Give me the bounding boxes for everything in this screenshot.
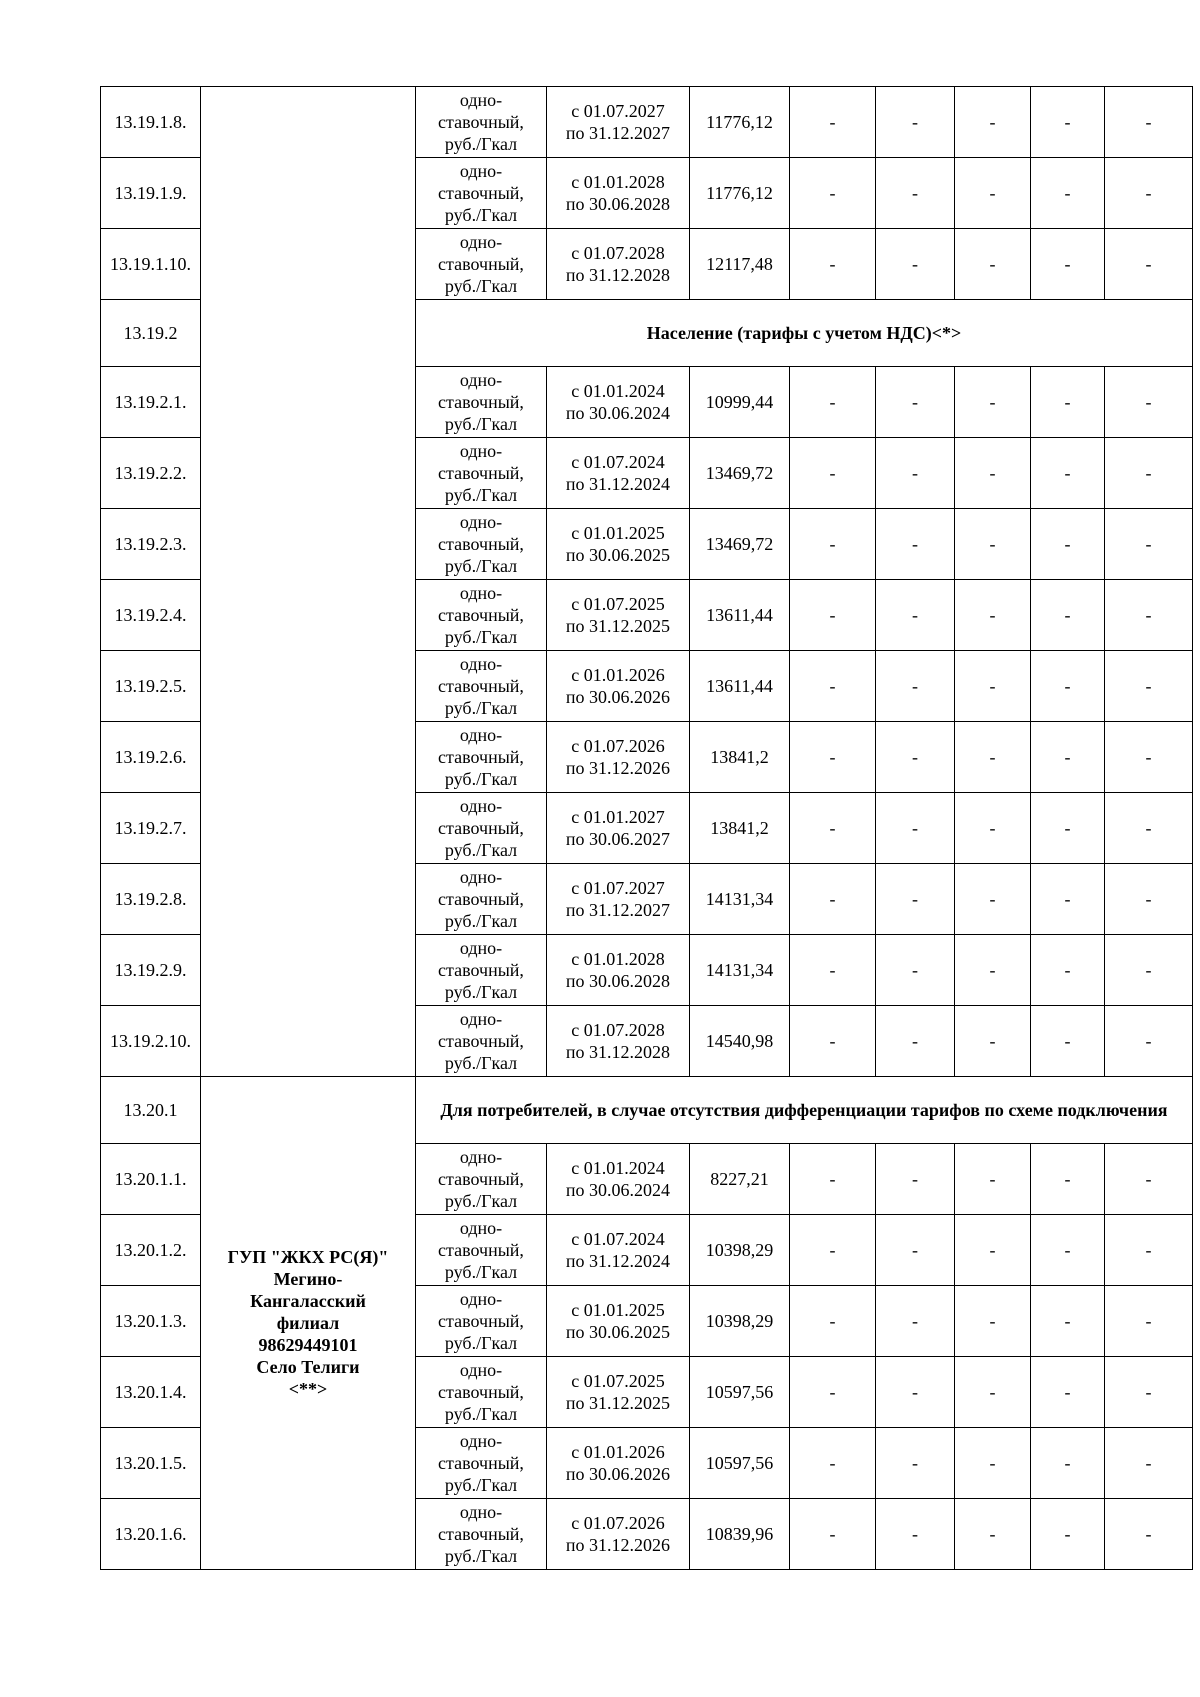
rate-type-line: одно-	[459, 1218, 503, 1238]
period-cell	[547, 87, 690, 158]
empty-value-dash: -	[790, 722, 876, 793]
empty-value-dash: -	[1031, 1006, 1105, 1077]
row-code: 13.19.2.9.	[101, 935, 201, 1006]
rate-type-line: руб./Гкал	[444, 769, 518, 789]
empty-value-dash: -	[955, 722, 1031, 793]
rate-type-line: руб./Гкал	[444, 1475, 518, 1495]
tariff-table	[100, 86, 1193, 1570]
row-code: 13.20.1.5.	[101, 1428, 201, 1499]
rate-type-line: одно-	[459, 232, 503, 252]
empty-value-dash: -	[1105, 509, 1193, 580]
empty-value-dash: -	[790, 935, 876, 1006]
row-code: 13.20.1.4.	[101, 1357, 201, 1428]
empty-value-dash: -	[955, 935, 1031, 1006]
rate-type-line: ставочный,	[438, 818, 524, 838]
rate-type-line: одно-	[459, 512, 503, 532]
empty-value-dash: -	[1105, 229, 1193, 300]
row-code: 13.19.2.8.	[101, 864, 201, 935]
empty-value-dash: -	[1105, 87, 1193, 158]
period-to: по 30.06.2026	[565, 687, 671, 707]
empty-value-dash: -	[1105, 1006, 1193, 1077]
rate-type-line: руб./Гкал	[444, 1546, 518, 1566]
period-cell	[547, 1428, 690, 1499]
rate-type-cell	[416, 864, 547, 935]
rate-type-line: ставочный,	[438, 1453, 524, 1473]
empty-value-dash: -	[955, 1215, 1031, 1286]
period-from: с 01.01.2024	[571, 1158, 665, 1178]
tariff-table-body	[101, 87, 1193, 1570]
rate-type-line: руб./Гкал	[444, 205, 518, 225]
rate-type-cell	[416, 438, 547, 509]
period-to: по 30.06.2027	[565, 829, 671, 849]
empty-value-dash: -	[1031, 1144, 1105, 1215]
tariff-value: 13841,2	[690, 722, 790, 793]
empty-value-dash: -	[790, 509, 876, 580]
empty-value-dash: -	[790, 1144, 876, 1215]
period-to: по 31.12.2028	[565, 1042, 671, 1062]
period-from: с 01.07.2026	[571, 736, 665, 756]
row-code: 13.19.2.6.	[101, 722, 201, 793]
empty-value-dash: -	[1105, 438, 1193, 509]
empty-value-dash: -	[1031, 580, 1105, 651]
rate-type-cell	[416, 87, 547, 158]
rate-type-line: руб./Гкал	[444, 911, 518, 931]
empty-value-dash: -	[1031, 651, 1105, 722]
rate-type-line: ставочный,	[438, 747, 524, 767]
section-code: 13.19.2	[101, 300, 201, 367]
empty-value-dash: -	[876, 1499, 955, 1570]
period-from: с 01.07.2025	[571, 1371, 665, 1391]
rate-type-line: ставочный,	[438, 1169, 524, 1189]
section-row	[101, 1077, 1193, 1144]
empty-value-dash: -	[955, 864, 1031, 935]
organization-line: филиал	[276, 1313, 340, 1333]
rate-type-line: одно-	[459, 1502, 503, 1522]
tariff-value: 14540,98	[690, 1006, 790, 1077]
period-from: с 01.01.2027	[571, 807, 665, 827]
period-from: с 01.07.2024	[571, 452, 665, 472]
section-code: 13.20.1	[101, 1077, 201, 1144]
empty-value-dash: -	[955, 1357, 1031, 1428]
organization-line: 98629449101	[258, 1335, 358, 1355]
empty-value-dash: -	[876, 367, 955, 438]
period-cell	[547, 1006, 690, 1077]
period-to: по 30.06.2024	[565, 403, 671, 423]
empty-value-dash: -	[1105, 158, 1193, 229]
period-to: по 30.06.2025	[565, 1322, 671, 1342]
tariff-value: 13469,72	[690, 509, 790, 580]
rate-type-line: одно-	[459, 867, 503, 887]
tariff-value: 10839,96	[690, 1499, 790, 1570]
period-cell	[547, 722, 690, 793]
period-to: по 30.06.2026	[565, 1464, 671, 1484]
empty-value-dash: -	[1105, 1428, 1193, 1499]
empty-value-dash: -	[790, 1215, 876, 1286]
row-code: 13.19.2.1.	[101, 367, 201, 438]
tariff-value: 13841,2	[690, 793, 790, 864]
period-to: по 30.06.2028	[565, 194, 671, 214]
period-cell	[547, 1144, 690, 1215]
empty-value-dash: -	[1105, 1215, 1193, 1286]
row-code: 13.19.2.5.	[101, 651, 201, 722]
empty-value-dash: -	[1031, 864, 1105, 935]
empty-value-dash: -	[1105, 935, 1193, 1006]
row-code: 13.20.1.2.	[101, 1215, 201, 1286]
tariff-value: 12117,48	[690, 229, 790, 300]
empty-value-dash: -	[876, 1357, 955, 1428]
period-to: по 31.12.2027	[565, 900, 671, 920]
period-cell	[547, 367, 690, 438]
rate-type-line: руб./Гкал	[444, 1053, 518, 1073]
row-code: 13.19.2.3.	[101, 509, 201, 580]
period-to: по 31.12.2026	[565, 758, 671, 778]
period-to: по 30.06.2024	[565, 1180, 671, 1200]
rate-type-line: одно-	[459, 161, 503, 181]
rate-type-cell	[416, 1357, 547, 1428]
empty-value-dash: -	[955, 651, 1031, 722]
empty-value-dash: -	[876, 935, 955, 1006]
empty-value-dash: -	[1031, 1215, 1105, 1286]
empty-value-dash: -	[1105, 1286, 1193, 1357]
period-cell	[547, 935, 690, 1006]
period-cell	[547, 864, 690, 935]
period-cell	[547, 438, 690, 509]
rate-type-line: ставочный,	[438, 676, 524, 696]
empty-value-dash: -	[1031, 509, 1105, 580]
rate-type-line: руб./Гкал	[444, 1333, 518, 1353]
tariff-value: 10398,29	[690, 1215, 790, 1286]
period-from: с 01.01.2028	[571, 172, 665, 192]
empty-value-dash: -	[1031, 438, 1105, 509]
empty-value-dash: -	[955, 438, 1031, 509]
period-from: с 01.01.2025	[571, 523, 665, 543]
rate-type-line: руб./Гкал	[444, 982, 518, 1002]
empty-value-dash: -	[955, 793, 1031, 864]
period-from: с 01.07.2027	[571, 878, 665, 898]
rate-type-line: одно-	[459, 654, 503, 674]
period-from: с 01.07.2028	[571, 243, 665, 263]
row-code: 13.20.1.1.	[101, 1144, 201, 1215]
empty-value-dash: -	[790, 1357, 876, 1428]
empty-value-dash: -	[876, 509, 955, 580]
empty-value-dash: -	[1105, 651, 1193, 722]
empty-value-dash: -	[1031, 158, 1105, 229]
rate-type-line: руб./Гкал	[444, 556, 518, 576]
empty-value-dash: -	[1105, 580, 1193, 651]
empty-value-dash: -	[1105, 367, 1193, 438]
empty-value-dash: -	[1031, 87, 1105, 158]
empty-value-dash: -	[955, 1006, 1031, 1077]
empty-value-dash: -	[1031, 1357, 1105, 1428]
empty-value-dash: -	[790, 1428, 876, 1499]
empty-value-dash: -	[1105, 793, 1193, 864]
tariff-value: 13611,44	[690, 651, 790, 722]
empty-value-dash: -	[876, 229, 955, 300]
period-from: с 01.01.2024	[571, 381, 665, 401]
rate-type-line: одно-	[459, 796, 503, 816]
period-from: с 01.07.2028	[571, 1020, 665, 1040]
organization-cell	[201, 1077, 416, 1570]
empty-value-dash: -	[1031, 229, 1105, 300]
rate-type-line: одно-	[459, 90, 503, 110]
rate-type-line: ставочный,	[438, 1382, 524, 1402]
empty-value-dash: -	[790, 1286, 876, 1357]
tariff-value: 11776,12	[690, 87, 790, 158]
organization-line: Село Телиги	[256, 1357, 360, 1377]
empty-value-dash: -	[1105, 722, 1193, 793]
rate-type-line: руб./Гкал	[444, 698, 518, 718]
rate-type-line: руб./Гкал	[444, 414, 518, 434]
rate-type-line: ставочный,	[438, 463, 524, 483]
empty-value-dash: -	[790, 438, 876, 509]
rate-type-line: руб./Гкал	[444, 1404, 518, 1424]
empty-value-dash: -	[876, 1215, 955, 1286]
rate-type-line: одно-	[459, 1360, 503, 1380]
rate-type-line: одно-	[459, 725, 503, 745]
tariff-value: 10597,56	[690, 1357, 790, 1428]
empty-value-dash: -	[876, 158, 955, 229]
empty-value-dash: -	[876, 864, 955, 935]
empty-value-dash: -	[1031, 793, 1105, 864]
rate-type-line: ставочный,	[438, 1240, 524, 1260]
tariff-value: 14131,34	[690, 935, 790, 1006]
empty-value-dash: -	[876, 580, 955, 651]
rate-type-cell	[416, 1428, 547, 1499]
rate-type-line: ставочный,	[438, 889, 524, 909]
period-cell	[547, 1499, 690, 1570]
empty-value-dash: -	[955, 1499, 1031, 1570]
period-from: с 01.01.2026	[571, 665, 665, 685]
period-cell	[547, 580, 690, 651]
empty-value-dash: -	[955, 229, 1031, 300]
rate-type-line: ставочный,	[438, 112, 524, 132]
rate-type-line: руб./Гкал	[444, 276, 518, 296]
empty-value-dash: -	[790, 229, 876, 300]
row-code: 13.19.2.2.	[101, 438, 201, 509]
organization-line: <**>	[288, 1379, 328, 1399]
tariff-value: 8227,21	[690, 1144, 790, 1215]
row-code: 13.19.1.10.	[101, 229, 201, 300]
rate-type-cell	[416, 158, 547, 229]
rate-type-cell	[416, 793, 547, 864]
rate-type-line: ставочный,	[438, 605, 524, 625]
rate-type-line: ставочный,	[438, 960, 524, 980]
row-code: 13.20.1.3.	[101, 1286, 201, 1357]
empty-value-dash: -	[790, 580, 876, 651]
empty-value-dash: -	[955, 1286, 1031, 1357]
empty-value-dash: -	[955, 509, 1031, 580]
period-to: по 31.12.2025	[565, 616, 671, 636]
empty-value-dash: -	[790, 793, 876, 864]
organization-line: ГУП "ЖКХ РС(Я)"	[227, 1247, 389, 1267]
empty-value-dash: -	[876, 87, 955, 158]
rate-type-line: одно-	[459, 441, 503, 461]
period-cell	[547, 158, 690, 229]
rate-type-line: ставочный,	[438, 392, 524, 412]
rate-type-cell	[416, 1286, 547, 1357]
empty-value-dash: -	[1031, 722, 1105, 793]
empty-value-dash: -	[1105, 1499, 1193, 1570]
row-code: 13.19.2.10.	[101, 1006, 201, 1077]
empty-value-dash: -	[790, 367, 876, 438]
period-from: с 01.01.2025	[571, 1300, 665, 1320]
tariff-value: 10398,29	[690, 1286, 790, 1357]
organization-line: Кангаласский	[250, 1291, 366, 1311]
period-from: с 01.07.2026	[571, 1513, 665, 1533]
rate-type-line: одно-	[459, 1009, 503, 1029]
rate-type-line: ставочный,	[438, 1524, 524, 1544]
rate-type-line: руб./Гкал	[444, 134, 518, 154]
empty-value-dash: -	[790, 1006, 876, 1077]
period-cell	[547, 509, 690, 580]
period-to: по 31.12.2026	[565, 1535, 671, 1555]
period-to: по 31.12.2025	[565, 1393, 671, 1413]
tariff-value: 14131,34	[690, 864, 790, 935]
rate-type-line: одно-	[459, 1147, 503, 1167]
period-cell	[547, 1286, 690, 1357]
empty-value-dash: -	[1031, 1428, 1105, 1499]
rate-type-cell	[416, 1499, 547, 1570]
section-title: Население (тарифы с учетом НДС)<*>	[416, 300, 1193, 367]
period-from: с 01.01.2028	[571, 949, 665, 969]
empty-value-dash: -	[955, 1144, 1031, 1215]
rate-type-line: ставочный,	[438, 534, 524, 554]
period-to: по 31.12.2024	[565, 1251, 671, 1271]
organization-cell-empty	[201, 87, 416, 1077]
section-title: Для потребителей, в случае отсутствия дифференциации тарифов по схеме подключения	[416, 1077, 1193, 1144]
period-to: по 31.12.2028	[565, 265, 671, 285]
rate-type-line: руб./Гкал	[444, 485, 518, 505]
rate-type-cell	[416, 1215, 547, 1286]
row-code: 13.19.1.8.	[101, 87, 201, 158]
tariff-value: 10597,56	[690, 1428, 790, 1499]
rate-type-line: одно-	[459, 938, 503, 958]
rate-type-line: руб./Гкал	[444, 1191, 518, 1211]
period-to: по 30.06.2028	[565, 971, 671, 991]
rate-type-line: одно-	[459, 1431, 503, 1451]
tariff-value: 11776,12	[690, 158, 790, 229]
rate-type-line: руб./Гкал	[444, 1262, 518, 1282]
period-from: с 01.07.2024	[571, 1229, 665, 1249]
rate-type-line: руб./Гкал	[444, 627, 518, 647]
empty-value-dash: -	[876, 1144, 955, 1215]
rate-type-cell	[416, 229, 547, 300]
row-code: 13.19.2.4.	[101, 580, 201, 651]
period-from: с 01.01.2026	[571, 1442, 665, 1462]
period-to: по 31.12.2027	[565, 123, 671, 143]
period-cell	[547, 229, 690, 300]
empty-value-dash: -	[1105, 864, 1193, 935]
rate-type-line: руб./Гкал	[444, 840, 518, 860]
organization-line: Мегино-	[273, 1269, 343, 1289]
empty-value-dash: -	[790, 864, 876, 935]
empty-value-dash: -	[876, 1428, 955, 1499]
empty-value-dash: -	[955, 367, 1031, 438]
empty-value-dash: -	[790, 1499, 876, 1570]
rate-type-cell	[416, 580, 547, 651]
tariff-value: 13469,72	[690, 438, 790, 509]
rate-type-line: одно-	[459, 1289, 503, 1309]
empty-value-dash: -	[955, 158, 1031, 229]
empty-value-dash: -	[790, 651, 876, 722]
tariff-value: 10999,44	[690, 367, 790, 438]
empty-value-dash: -	[955, 580, 1031, 651]
empty-value-dash: -	[955, 1428, 1031, 1499]
row-code: 13.19.1.9.	[101, 158, 201, 229]
period-cell	[547, 1215, 690, 1286]
period-cell	[547, 793, 690, 864]
rate-type-line: ставочный,	[438, 254, 524, 274]
empty-value-dash: -	[876, 722, 955, 793]
rate-type-cell	[416, 722, 547, 793]
period-from: с 01.07.2027	[571, 101, 665, 121]
empty-value-dash: -	[1031, 367, 1105, 438]
period-cell	[547, 1357, 690, 1428]
empty-value-dash: -	[1105, 1144, 1193, 1215]
rate-type-line: ставочный,	[438, 1031, 524, 1051]
row-code: 13.19.2.7.	[101, 793, 201, 864]
rate-type-cell	[416, 1144, 547, 1215]
empty-value-dash: -	[876, 793, 955, 864]
rate-type-line: ставочный,	[438, 183, 524, 203]
empty-value-dash: -	[1031, 1499, 1105, 1570]
period-to: по 30.06.2025	[565, 545, 671, 565]
period-from: с 01.07.2025	[571, 594, 665, 614]
empty-value-dash: -	[790, 158, 876, 229]
rate-type-line: одно-	[459, 370, 503, 390]
empty-value-dash: -	[955, 87, 1031, 158]
rate-type-cell	[416, 651, 547, 722]
rate-type-cell	[416, 935, 547, 1006]
empty-value-dash: -	[876, 438, 955, 509]
empty-value-dash: -	[876, 1006, 955, 1077]
row-code: 13.20.1.6.	[101, 1499, 201, 1570]
period-to: по 31.12.2024	[565, 474, 671, 494]
rate-type-line: одно-	[459, 583, 503, 603]
empty-value-dash: -	[1105, 1357, 1193, 1428]
rate-type-cell	[416, 509, 547, 580]
rate-type-cell	[416, 1006, 547, 1077]
empty-value-dash: -	[1031, 935, 1105, 1006]
rate-type-cell	[416, 367, 547, 438]
empty-value-dash: -	[876, 651, 955, 722]
rate-type-line: ставочный,	[438, 1311, 524, 1331]
empty-value-dash: -	[876, 1286, 955, 1357]
empty-value-dash: -	[1031, 1286, 1105, 1357]
tariff-value: 13611,44	[690, 580, 790, 651]
period-cell	[547, 651, 690, 722]
table-row	[101, 87, 1193, 158]
empty-value-dash: -	[790, 87, 876, 158]
